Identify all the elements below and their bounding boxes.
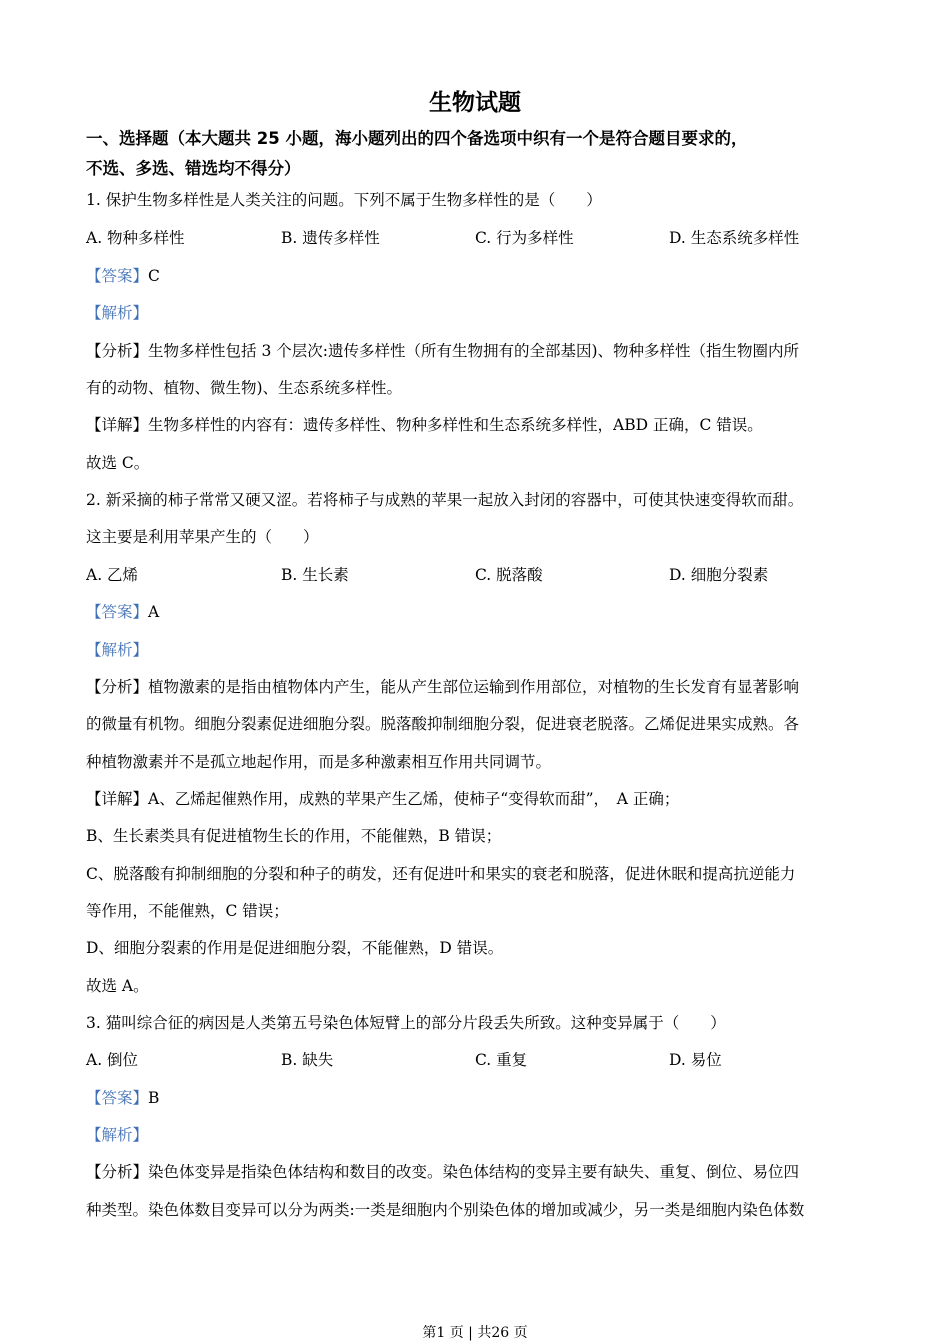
- question-3-analysis-label: 【解析】: [86, 1126, 149, 1144]
- question-2-fenxi-line-1: [86, 675, 799, 699]
- question-2-detail-c-line-2: 等作用，不能催熟，C 错误；: [86, 902, 289, 920]
- question-3-option-a: A. 倒位: [86, 1051, 139, 1069]
- section-heading-line-1: 一、选择题（本大题共 25 小题，海小题列出的四个备选项中织有一个是符合题目要求的，: [86, 129, 748, 148]
- section-heading-line-2: 不选、多选、错选均不得分）: [86, 159, 301, 178]
- fenxi-label: 【分析】: [86, 678, 149, 696]
- page-title: 生物试题: [429, 90, 521, 116]
- page-footer: 第1 页 | 共26 页: [422, 1325, 528, 1341]
- xiangjie-text: A、乙烯起催熟作用，成熟的苹果产生乙烯，使柿子“变得软而甜”， A 正确；: [148, 790, 680, 808]
- answer-label: 【答案】: [86, 267, 149, 285]
- fenxi-label: 【分析】: [86, 342, 149, 360]
- fenxi-text: 植物激素的是指由植物体内产生，能从产生部位运输到作用部位，对植物的生长发育有显著影响: [148, 678, 800, 696]
- question-2-detail-c-line-1: C、脱落酸有抑制细胞的分裂和种子的萌发，还有促进叶和果实的衰老和脱落，促进休眠和提高抗逆能力: [86, 865, 796, 883]
- question-1-option-c: C. 行为多样性: [475, 229, 574, 247]
- question-1-option-b: B. 遗传多样性: [281, 229, 380, 247]
- question-1-analysis-label: 【解析】: [86, 304, 149, 322]
- answer-value: A: [148, 603, 160, 621]
- question-2-option-a: A. 乙烯: [86, 566, 139, 584]
- question-3-fenxi-line-2: 种类型。染色体数目变异可以分为两类:一类是细胞内个别染色体的增加或减少，另一类是细胞内染色体数: [86, 1201, 805, 1219]
- xiangjie-label: 【详解】: [86, 416, 149, 434]
- answer-value: C: [148, 267, 160, 285]
- question-2-stem-line-2: 这主要是利用苹果产生的（ ）: [86, 528, 319, 546]
- question-2-analysis-label: 【解析】: [86, 641, 149, 659]
- question-1-fenxi-line-1: [86, 339, 799, 363]
- fenxi-label: 【分析】: [86, 1163, 149, 1181]
- question-1-conclusion: 故选 C。: [86, 454, 150, 472]
- question-2-stem-line-1: 2. 新采摘的柿子常常又硬又涩。若将柿子与成熟的苹果一起放入封闭的容器中，可使其快速变得软而甜。: [86, 491, 804, 509]
- question-2-detail-d: D、细胞分裂素的作用是促进细胞分裂，不能催熟，D 错误。: [86, 939, 504, 957]
- question-3-option-b: B. 缺失: [281, 1051, 334, 1069]
- answer-label: 【答案】: [86, 603, 149, 621]
- question-3-option-c: C. 重复: [475, 1051, 528, 1069]
- answer-label: 【答案】: [86, 1089, 149, 1107]
- question-2-conclusion: 故选 A。: [86, 977, 149, 995]
- question-1-answer: [86, 264, 160, 288]
- question-1-fenxi-line-2: 有的动物、植物、微生物)、生态系统多样性。: [86, 379, 403, 397]
- question-1-stem: 1. 保护生物多样性是人类关注的问题。下列不属于生物多样性的是（ ）: [86, 191, 602, 209]
- question-2-fenxi-line-3: 种植物激素并不是孤立地起作用，而是多种激素相互作用共同调节。: [86, 753, 552, 771]
- fenxi-text: 生物多样性包括 3 个层次:遗传多样性（所有生物拥有的全部基因)、物种多样性（指生物圈内所: [148, 342, 800, 360]
- question-2-detail-b: B、生长素类具有促进植物生长的作用，不能催熟，B 错误；: [86, 827, 502, 845]
- question-2-option-d: D. 细胞分裂素: [669, 566, 769, 584]
- question-2-fenxi-line-2: 的微量有机物。细胞分裂素促进细胞分裂。脱落酸抑制细胞分裂，促进衰老脱落。乙烯促进果实成熟。各: [86, 715, 800, 733]
- question-2-option-b: B. 生长素: [281, 566, 349, 584]
- question-1-option-a: A. 物种多样性: [86, 229, 185, 247]
- question-3-stem: 3. 猫叫综合征的病因是人类第五号染色体短臂上的部分片段丢失所致。这种变异属于（ ）: [86, 1014, 726, 1032]
- question-3-answer: [86, 1086, 159, 1110]
- xiangjie-text: 生物多样性的内容有：遗传多样性、物种多样性和生态系统多样性，ABD 正确，C 错误。: [148, 416, 763, 434]
- question-3-option-d: D. 易位: [669, 1051, 722, 1069]
- xiangjie-label: 【详解】: [86, 790, 149, 808]
- question-2-answer: [86, 600, 159, 624]
- question-2-detail-line-1: [86, 787, 679, 811]
- fenxi-text: 染色体变异是指染色体结构和数目的改变。染色体结构的变异主要有缺失、重复、倒位、易位四: [148, 1163, 800, 1181]
- question-1-detail-line-1: [86, 413, 763, 437]
- question-1-option-d: D. 生态系统多样性: [669, 229, 800, 247]
- question-3-fenxi-line-1: [86, 1160, 799, 1184]
- question-2-option-c: C. 脱落酸: [475, 566, 543, 584]
- section-heading: [86, 124, 876, 184]
- answer-value: B: [148, 1089, 160, 1107]
